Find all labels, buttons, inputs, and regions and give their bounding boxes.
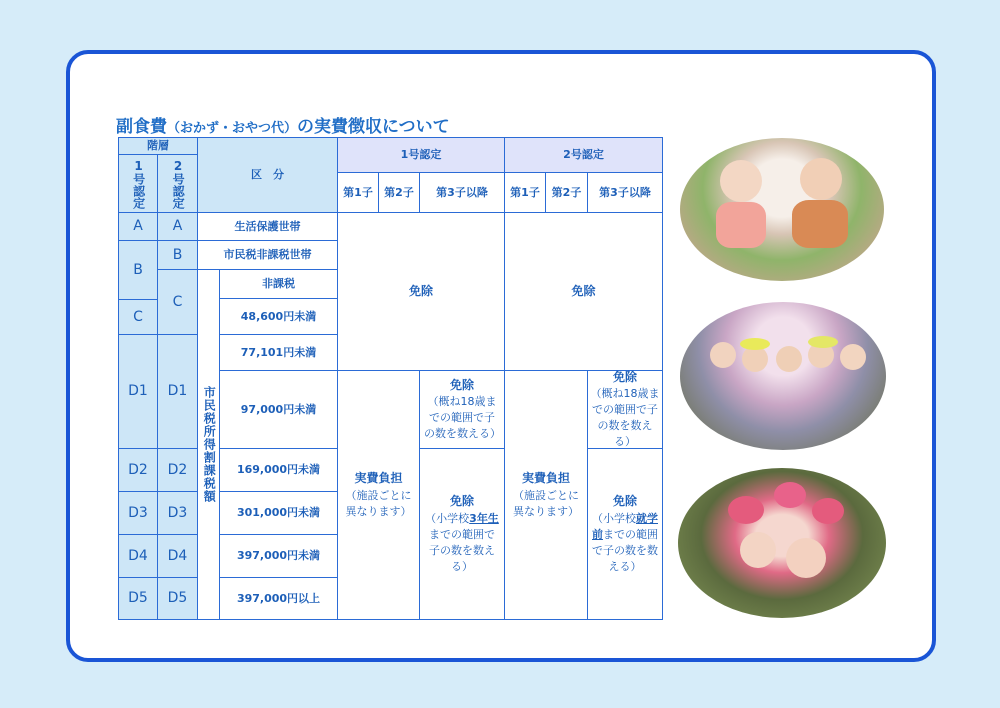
header-g2-c2: 第2子 (545, 172, 588, 213)
level-2-d4: D4 (157, 534, 198, 578)
level-1-b: B (118, 240, 158, 300)
g2-lower-menjo: 免除 （小学校就学前までの範囲で子の数を数える） (587, 448, 663, 620)
kubun-d4: 397,000円未満 (219, 534, 338, 578)
header-g1-c2: 第2子 (378, 172, 420, 213)
level-1-d2: D2 (118, 448, 158, 492)
page-title: 副食費（おかず・おやつ代）の実費徴収について (116, 117, 450, 137)
g1-upper-menjo: 免除 （概ね18歳までの範囲で子の数を数える） (419, 370, 505, 449)
level-1-c: C (118, 299, 158, 335)
level-1-d5: D5 (118, 577, 158, 620)
level-2-b: B (157, 240, 198, 270)
kubun-d3: 301,000円未満 (219, 491, 338, 535)
level-1-d4: D4 (118, 534, 158, 578)
level-2-d2: D2 (157, 448, 198, 492)
kubun-d5: 397,000円以上 (219, 577, 338, 620)
kubun-d1-2: 97,000円未満 (219, 370, 338, 449)
g2-jippi: 実費負担 （施設ごとに異なります） (504, 370, 588, 620)
level-2-c: C (157, 269, 198, 335)
kubun-c-2: 48,600円未満 (219, 298, 338, 335)
kubun-d1-1: 77,101円未満 (219, 334, 338, 371)
header-gou1: 1号認定 (337, 137, 505, 173)
level-1-a: A (118, 212, 158, 241)
header-kubun: 区 分 (197, 137, 338, 213)
level-2-d1: D1 (157, 334, 198, 449)
kubun-d2: 169,000円未満 (219, 448, 338, 492)
g1-menjo: 免除 (337, 212, 505, 371)
level-2-d5: D5 (157, 577, 198, 620)
g2-menjo: 免除 (504, 212, 663, 371)
header-g1-c1: 第1子 (337, 172, 379, 213)
header-kaisou: 階層 (118, 137, 198, 155)
header-nintei-2: 2号認定 (157, 154, 198, 213)
header-g2-c1: 第1子 (504, 172, 546, 213)
level-1-d3: D3 (118, 491, 158, 535)
photo-children-1 (680, 138, 884, 281)
side-label: 市民税所得割課税額 (197, 269, 220, 620)
g1-jippi: 実費負担 （施設ごとに異なります） (337, 370, 420, 620)
g1-lower-menjo: 免除 （小学校3年生までの範囲で子の数を数える） (419, 448, 505, 620)
g2-upper-menjo: 免除 （概ね18歳までの範囲で子の数を数える） (587, 370, 663, 449)
level-2-d3: D3 (157, 491, 198, 535)
level-2-a: A (157, 212, 198, 241)
header-g1-c3: 第3子以降 (419, 172, 505, 213)
header-gou2: 2号認定 (504, 137, 663, 173)
photo-children-3 (678, 468, 886, 618)
kubun-a: 生活保護世帯 (197, 212, 338, 241)
header-g2-c3: 第3子以降 (587, 172, 663, 213)
level-1-d1: D1 (118, 334, 158, 449)
photo-children-2 (680, 302, 886, 450)
header-nintei-1: 1号認定 (118, 154, 158, 213)
kubun-b: 市民税非課税世帯 (197, 240, 338, 270)
kubun-c-1: 非課税 (219, 269, 338, 299)
